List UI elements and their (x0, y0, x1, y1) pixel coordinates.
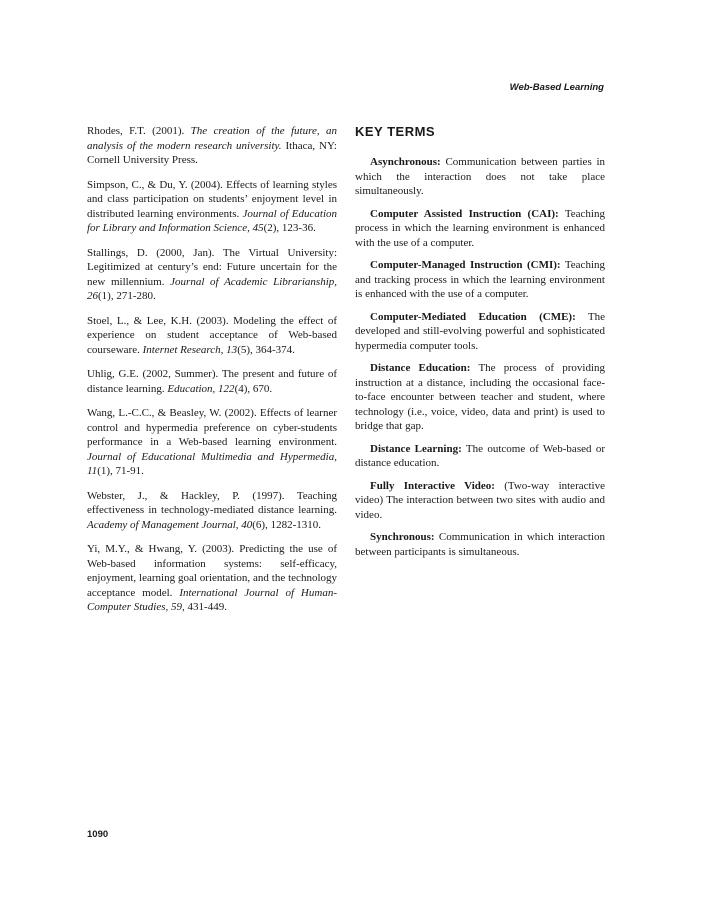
reference-entry: Webster, J., & Hackley, P. (1997). Teaching effectiveness in technology-mediated distance learning. Academy of Management Journal, 40(6), 1282-1310. (87, 489, 337, 531)
reference-entry: Yi, M.Y., & Hwang, Y. (2003). Predicting the use of Web-based information systems: self-efficacy, enjoyment, learning goal orientation, and the technology acceptance model. International Journal of Human-Computer Studies, 59, 431-449. (87, 543, 337, 613)
key-term-entry: Distance Learning: The outcome of Web-based or distance education. (355, 442, 605, 469)
key-term-entry: Computer-Managed Instruction (CMI): Teaching and tracking process in which the learning environment is enhanced with the use of a computer. (355, 259, 605, 300)
reference-entry: Stallings, D. (2000, Jan). The Virtual University: Legitimized at century’s end: Future uncertain for the new millennium. Journal of Academic Librarianship, 26(1), 271-280. (87, 246, 338, 302)
key-term-entry: Asynchronous: Communication between parties in which the interaction does not take place simultaneously. (355, 156, 605, 197)
reference-entry: Uhlig, G.E. (2002, Summer). The present and future of distance learning. Education, 122(4), 670. (87, 368, 337, 395)
key-term-entry: Distance Education: The process of providing instruction at a distance, including the occasional face-to-face encounter between teacher and student, where technology (i.e., voice, video, data and print) is used to bridge that gap. (355, 362, 605, 432)
reference-entry: Wang, L.-C.C., & Beasley, W. (2002). Effects of learner control and hypermedia preference on cyber-students performance in a Web-based learning environment. Journal of Educational Multimedia and Hypermedia, 11(1), 71-91. (87, 407, 337, 477)
reference-entry: Stoel, L., & Lee, K.H. (2003). Modeling the effect of experience on student acceptance of Web-based courseware. Internet Research, 13(5), 364-374. (87, 314, 337, 356)
key-terms-heading: KEY TERMS (355, 124, 436, 139)
key-term-entry: Computer-Mediated Education (CME): The developed and still-evolving powerful and sophisticated hypermedia computer tools. (355, 310, 605, 352)
reference-entry: Simpson, C., & Du, Y. (2004). Effects of learning styles and class participation on students’ enjoyment level in distributed learning environments. Journal of Education for Library and Information Science, 45(2), 123-36. (87, 178, 338, 234)
reference-entry: Rhodes, F.T. (2001). The creation of the future, an analysis of the modern research university. Ithaca, NY: Cornell University Press. (87, 125, 337, 166)
key-term-entry: Synchronous: Communication in which interaction between participants is simultaneous. (355, 531, 605, 558)
key-term-entry: Fully Interactive Video: (Two-way interactive video) The interaction between two sites with audio and video. (355, 479, 605, 521)
references-column (87, 124, 337, 625)
page-number: 1090 (87, 829, 109, 840)
key-terms-column (355, 124, 605, 567)
running-header: Web-Based Learning (509, 82, 604, 93)
key-term-entry: Computer Assisted Instruction (CAI): Teaching process in which the learning environment is enhanced with the use of a computer. (355, 207, 605, 249)
